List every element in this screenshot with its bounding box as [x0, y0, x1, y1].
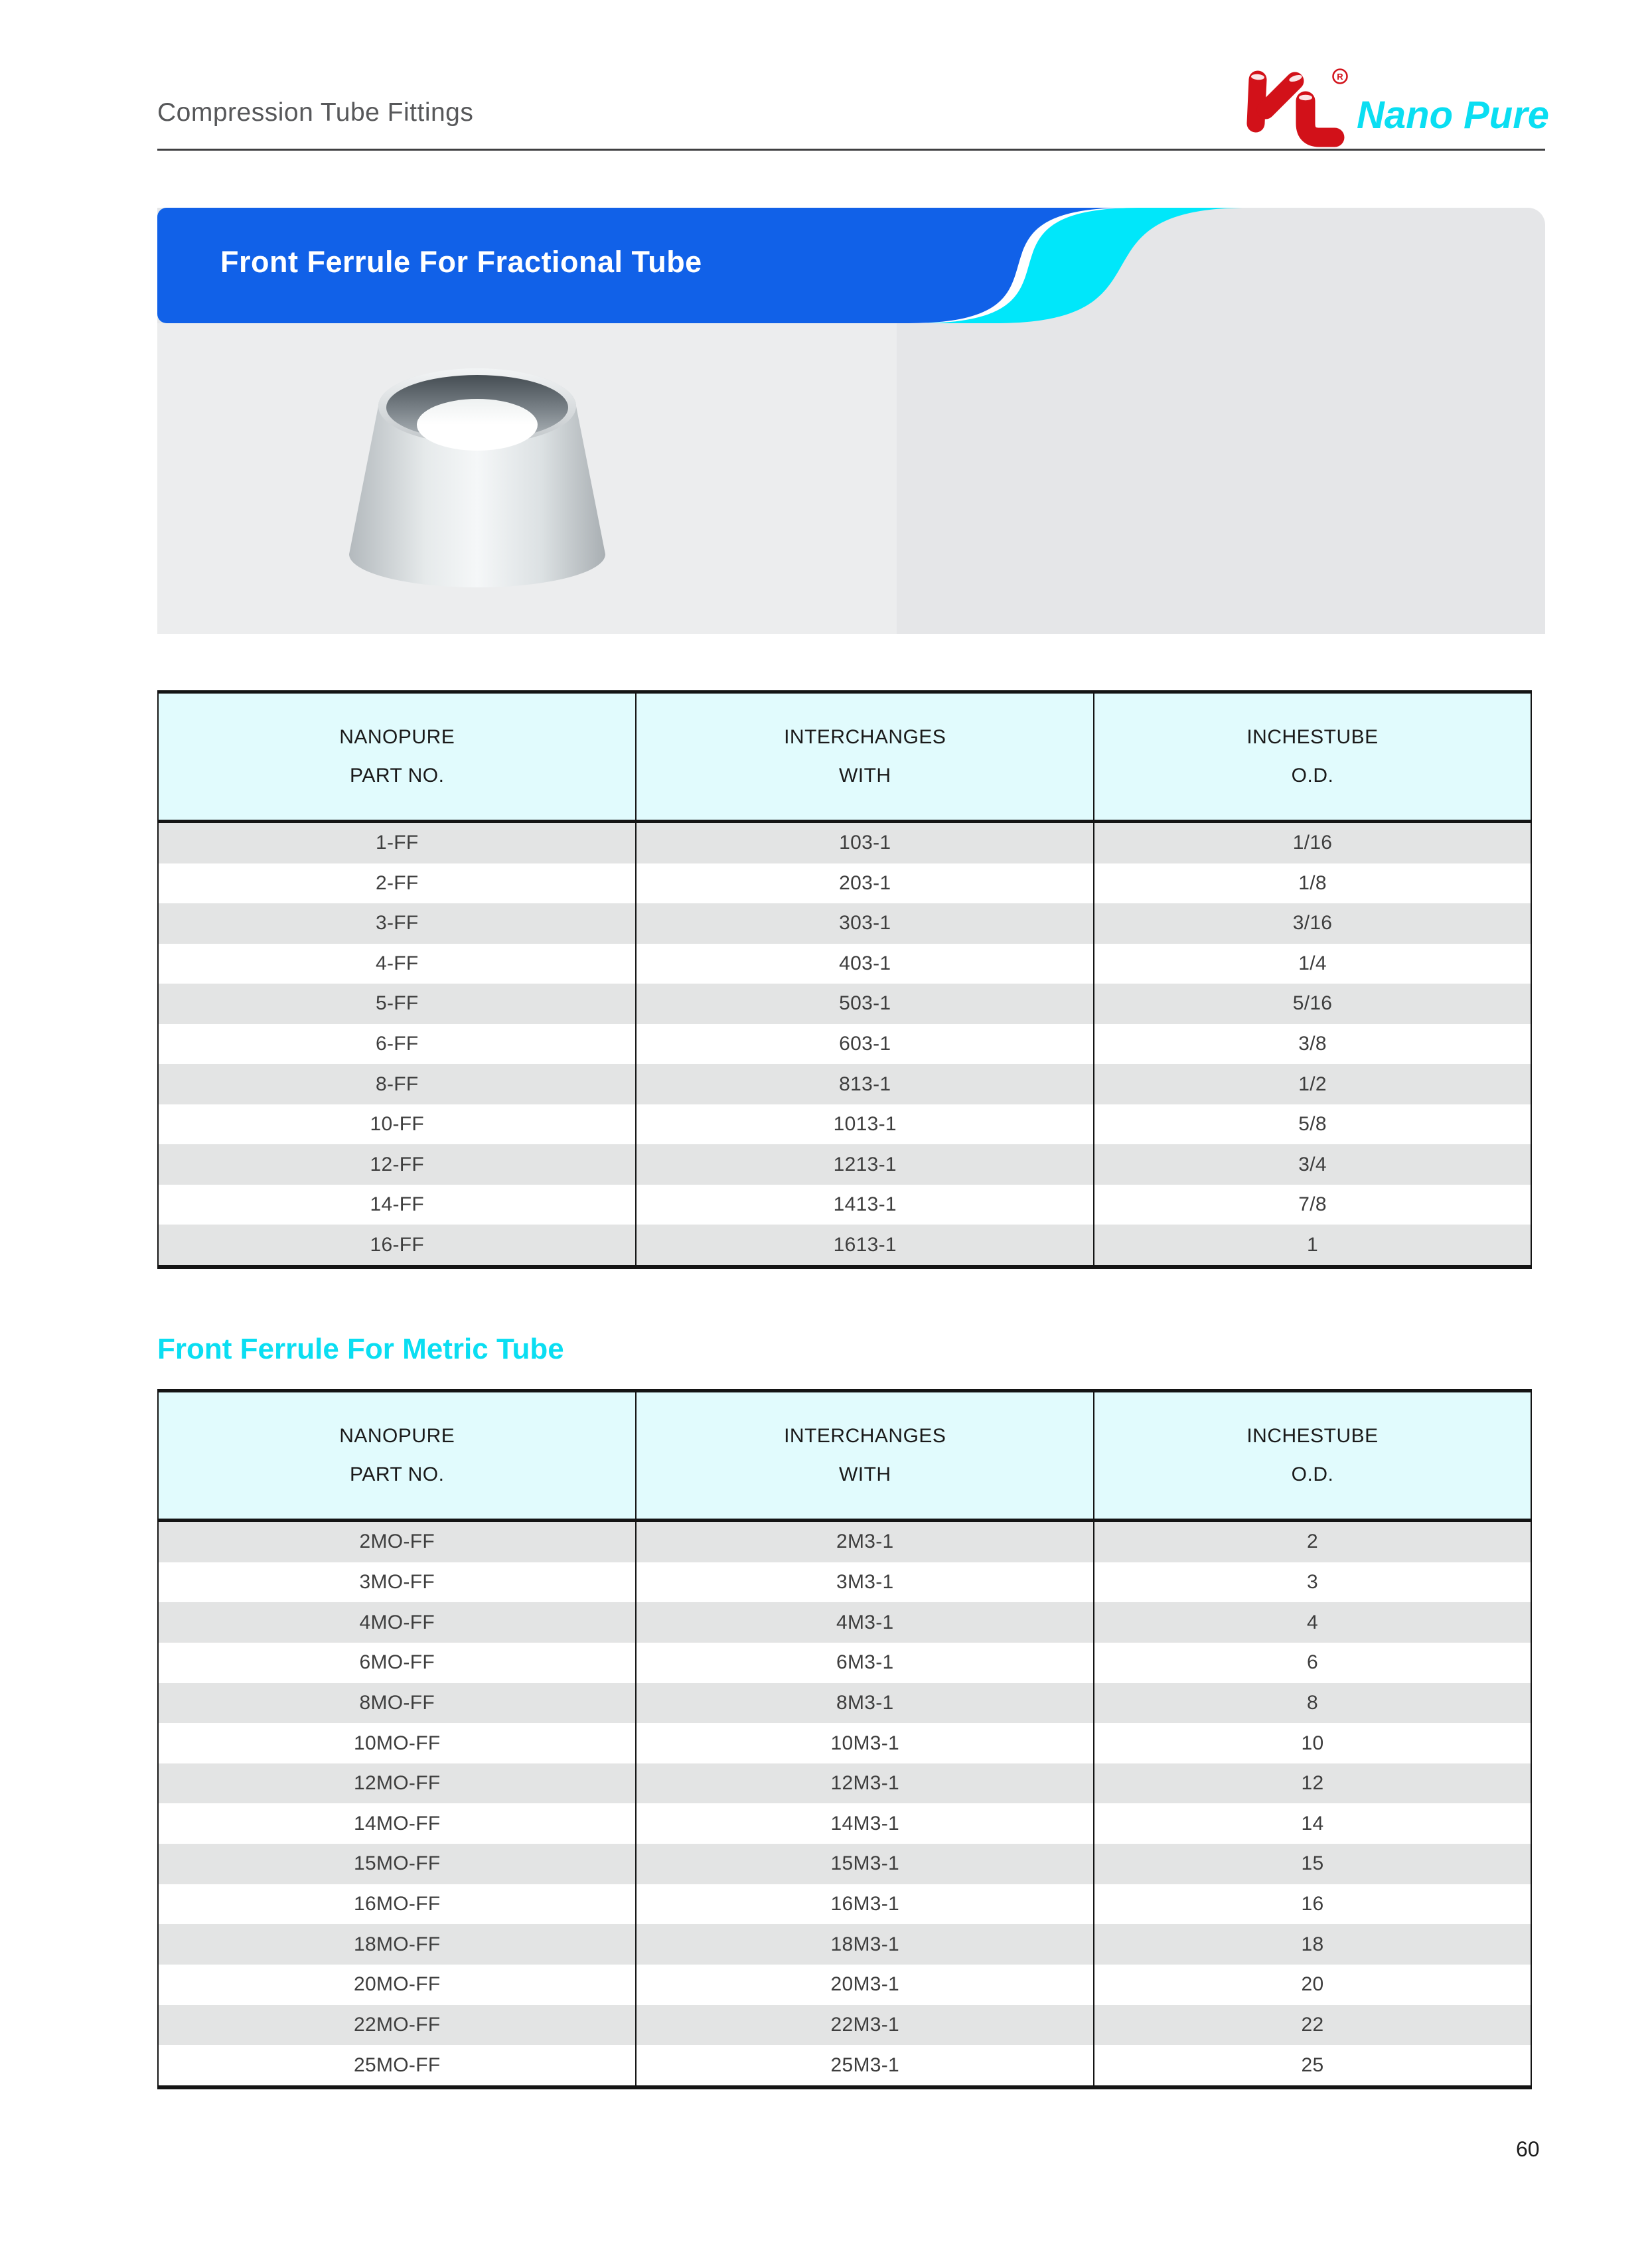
table-cell: 6MO-FF — [359, 1651, 435, 1674]
column-header-line: O.D. — [1291, 1463, 1334, 1485]
fractional-tube-table — [157, 690, 1532, 1269]
table-row — [159, 1643, 1531, 1683]
table-cell: 1613-1 — [635, 1225, 1093, 1265]
column-header-line: PART NO. — [350, 1463, 445, 1485]
table-cell: 12 — [1093, 1763, 1531, 1804]
table-cell: 14MO-FF — [354, 1812, 441, 1834]
table-cell: 813-1 — [635, 1064, 1093, 1104]
table-header-row — [159, 1392, 1531, 1522]
column-header-line: NANOPURE — [339, 726, 455, 748]
table-row — [159, 984, 1531, 1024]
table-cell: 1-FF — [375, 832, 419, 854]
table-row — [159, 1723, 1531, 1763]
table-cell: 8 — [1093, 1683, 1531, 1724]
table-cell: 5/16 — [1093, 984, 1531, 1024]
table-row — [159, 1844, 1531, 1884]
header-divider — [157, 149, 1545, 151]
table-header-row — [159, 694, 1531, 823]
table-row — [159, 863, 1531, 904]
table-cell: 15MO-FF — [354, 1852, 441, 1875]
page-title: Compression Tube Fittings — [157, 98, 474, 127]
table-row — [159, 1683, 1531, 1724]
table-cell: 22 — [1093, 2005, 1531, 2046]
table-cell: 18MO-FF — [354, 1933, 441, 1955]
product-showcase — [157, 208, 1545, 634]
table-cell: 16M3-1 — [635, 1884, 1093, 1925]
table-cell: 1/2 — [1093, 1064, 1531, 1104]
table-row — [159, 1602, 1531, 1643]
table-body — [159, 1522, 1531, 2085]
table-cell: 15 — [1093, 1844, 1531, 1884]
table-cell: 18M3-1 — [635, 1924, 1093, 1965]
table-row — [159, 1225, 1531, 1265]
table-cell: 10MO-FF — [354, 1732, 441, 1754]
table-row — [159, 903, 1531, 944]
table-row — [159, 823, 1531, 863]
table-cell: 3M3-1 — [635, 1562, 1093, 1603]
front-ferrule-photo — [348, 360, 607, 589]
table-cell: 8-FF — [375, 1073, 419, 1095]
table-cell: 10-FF — [370, 1113, 424, 1136]
table-cell: 1213-1 — [635, 1144, 1093, 1185]
table-cell: 3 — [1093, 1562, 1531, 1603]
table-row — [159, 2005, 1531, 2046]
table-cell: 25 — [1093, 2045, 1531, 2085]
table-row — [159, 1884, 1531, 1925]
table-cell: 3-FF — [375, 912, 419, 934]
section-banner — [157, 208, 1545, 323]
table-row — [159, 1185, 1531, 1225]
table-cell: 14-FF — [370, 1193, 424, 1216]
column-header — [1093, 694, 1531, 820]
table-cell: 4 — [1093, 1602, 1531, 1643]
column-header-line: INTERCHANGES — [784, 726, 946, 748]
table-row — [159, 1064, 1531, 1104]
kl-monogram-icon — [1236, 66, 1352, 150]
table-cell: 20 — [1093, 1965, 1531, 2005]
column-header-line: WITH — [838, 1463, 891, 1485]
table-cell: 10M3-1 — [635, 1723, 1093, 1763]
brand-logo — [1236, 66, 1548, 150]
table-cell: 6-FF — [375, 1033, 419, 1055]
table-row — [159, 1522, 1531, 1562]
table-cell: 3MO-FF — [359, 1570, 435, 1593]
column-header — [1093, 1392, 1531, 1519]
column-header-line: INTERCHANGES — [784, 1425, 946, 1447]
table-cell: 4M3-1 — [635, 1602, 1093, 1643]
table-cell: 5/8 — [1093, 1104, 1531, 1145]
registered-mark — [1333, 70, 1347, 84]
table-cell: 22MO-FF — [354, 2014, 441, 2036]
table-cell: 12-FF — [370, 1153, 424, 1175]
table-cell: 1/16 — [1093, 823, 1531, 863]
table-cell: 203-1 — [635, 863, 1093, 904]
table-cell: 14M3-1 — [635, 1803, 1093, 1844]
table-cell: 5-FF — [375, 992, 419, 1015]
table-cell: 1/8 — [1093, 863, 1531, 904]
table-cell: 3/16 — [1093, 903, 1531, 944]
table-cell: 2M3-1 — [635, 1522, 1093, 1562]
column-header-line: NANOPURE — [339, 1425, 455, 1447]
table-cell: 403-1 — [635, 944, 1093, 984]
table-cell: 18 — [1093, 1924, 1531, 1965]
table-cell: 103-1 — [635, 823, 1093, 863]
table-cell: 15M3-1 — [635, 1844, 1093, 1884]
table-row — [159, 1965, 1531, 2005]
table-cell: 6M3-1 — [635, 1643, 1093, 1683]
table-cell: 7/8 — [1093, 1185, 1531, 1225]
metric-section-title: Front Ferrule For Metric Tube — [157, 1333, 564, 1365]
table-cell: 22M3-1 — [635, 2005, 1093, 2046]
table-cell: 1/4 — [1093, 944, 1531, 984]
table-cell: 12M3-1 — [635, 1763, 1093, 1804]
table-cell: 16 — [1093, 1884, 1531, 1925]
table-cell: 2MO-FF — [359, 1531, 435, 1553]
table-cell: 2-FF — [375, 871, 419, 894]
table-cell: 303-1 — [635, 903, 1093, 944]
table-cell: 10 — [1093, 1723, 1531, 1763]
table-cell: 1413-1 — [635, 1185, 1093, 1225]
table-cell: 3/4 — [1093, 1144, 1531, 1185]
table-cell: 8M3-1 — [635, 1683, 1093, 1724]
column-header-line: O.D. — [1291, 765, 1334, 786]
column-header-line: WITH — [838, 765, 891, 786]
table-row — [159, 1144, 1531, 1185]
column-header-line: INCHESTUBE — [1246, 1425, 1379, 1447]
table-cell: 4MO-FF — [359, 1611, 435, 1633]
table-body — [159, 823, 1531, 1265]
column-header-line: PART NO. — [350, 765, 445, 786]
table-cell: 16MO-FF — [354, 1893, 441, 1915]
table-cell: 20MO-FF — [354, 1973, 441, 1996]
table-cell: 8MO-FF — [359, 1691, 435, 1714]
table-row — [159, 1104, 1531, 1145]
table-row — [159, 1024, 1531, 1065]
table-cell: 2 — [1093, 1522, 1531, 1562]
table-row — [159, 1562, 1531, 1603]
column-header-line: INCHESTUBE — [1246, 726, 1379, 748]
page-number: 60 — [1516, 2137, 1540, 2161]
table-cell: 4-FF — [375, 952, 419, 974]
table-cell: 1013-1 — [635, 1104, 1093, 1145]
table-cell: 503-1 — [635, 984, 1093, 1024]
brand-name: Nano Pure — [1357, 94, 1550, 137]
metric-tube-table — [157, 1389, 1532, 2089]
table-cell: 12MO-FF — [354, 1772, 441, 1795]
table-row — [159, 1803, 1531, 1844]
table-cell: 25M3-1 — [635, 2045, 1093, 2085]
table-cell: 3/8 — [1093, 1024, 1531, 1065]
table-row — [159, 1924, 1531, 1965]
table-cell: 6 — [1093, 1643, 1531, 1683]
table-cell: 25MO-FF — [354, 2054, 441, 2076]
registered-letter: R — [1337, 72, 1343, 82]
table-cell: 20M3-1 — [635, 1965, 1093, 2005]
column-header — [159, 694, 635, 820]
table-row — [159, 2045, 1531, 2085]
table-cell: 1 — [1093, 1225, 1531, 1265]
table-row — [159, 1763, 1531, 1804]
table-cell: 14 — [1093, 1803, 1531, 1844]
table-cell: 603-1 — [635, 1024, 1093, 1065]
table-cell: 16-FF — [370, 1233, 424, 1256]
banner-title: Front Ferrule For Fractional Tube — [220, 245, 702, 279]
column-header — [635, 694, 1093, 820]
table-row — [159, 944, 1531, 984]
column-header — [159, 1392, 635, 1519]
column-header — [635, 1392, 1093, 1519]
